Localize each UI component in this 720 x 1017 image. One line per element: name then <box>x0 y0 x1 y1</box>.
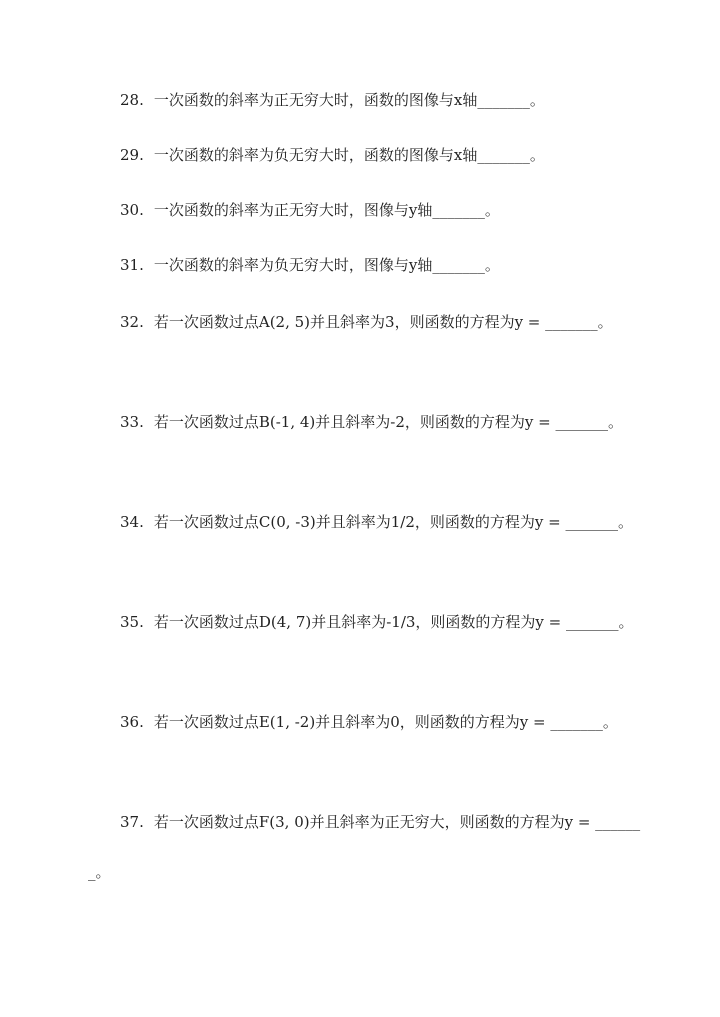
question-text: 一次函数的斜率为负无穷大时，图像与y轴_______。 <box>153 256 500 274</box>
question-text: 若一次函数过点E(1, -2)并且斜率为0，则函数的方程为y = _______。 <box>153 713 618 731</box>
question-31 <box>88 240 648 290</box>
question-text: 若一次函数过点B(-1, 4)并且斜率为-2，则函数的方程为y = _______。 <box>153 413 623 431</box>
question-35 <box>88 597 648 647</box>
question-29 <box>88 130 648 180</box>
question-number: 33. <box>120 413 144 431</box>
question-34 <box>88 497 648 547</box>
question-text: 一次函数的斜率为负无穷大时，函数的图像与x轴_______。 <box>153 146 545 164</box>
question-text: 一次函数的斜率为正无穷大时，图像与y轴_______。 <box>153 201 500 219</box>
question-number: 34. <box>120 513 144 531</box>
question-number: 36. <box>120 713 144 731</box>
question-number: 37. <box>120 813 144 831</box>
question-text: 若一次函数过点A(2, 5)并且斜率为3，则函数的方程为y = _______。 <box>153 313 613 331</box>
question-number: 32. <box>120 313 144 331</box>
question-number: 28. <box>120 91 144 109</box>
question-number: 30. <box>120 201 144 219</box>
question-36 <box>88 697 648 747</box>
question-37 <box>88 797 648 897</box>
question-33 <box>88 397 648 447</box>
question-number: 31. <box>120 256 144 274</box>
question-30 <box>88 185 648 235</box>
question-text: 一次函数的斜率为正无穷大时，函数的图像与x轴_______。 <box>153 91 545 109</box>
question-28 <box>88 75 648 125</box>
question-text: 若一次函数过点F(3, 0)并且斜率为正无穷大，则函数的方程为y = _______。 <box>88 813 641 881</box>
question-number: 35. <box>120 613 144 631</box>
question-number: 29. <box>120 146 144 164</box>
question-32 <box>88 297 648 347</box>
question-text: 若一次函数过点C(0, -3)并且斜率为1/2，则函数的方程为y = _______。 <box>153 513 633 531</box>
question-text: 若一次函数过点D(4, 7)并且斜率为-1/3，则函数的方程为y = _______。 <box>153 613 634 631</box>
